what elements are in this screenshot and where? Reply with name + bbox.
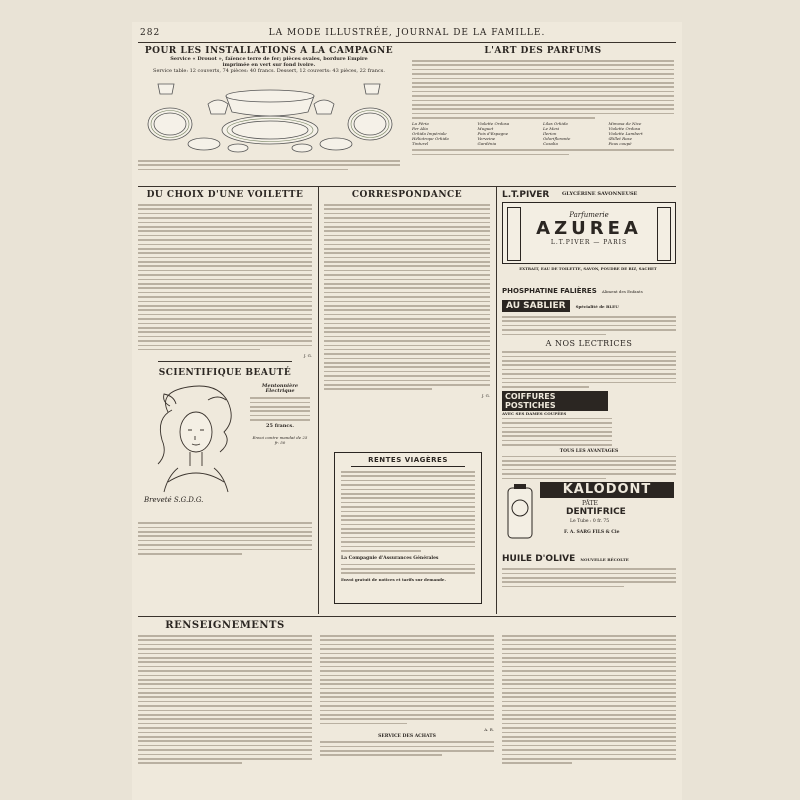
voilette-signature: J. G.: [303, 353, 312, 359]
kalodont-title: KALODONT: [540, 482, 674, 498]
piver-tagline: GLYCÉRINE SAVONNEUSE: [562, 191, 638, 197]
rentes-title: RENTES VIAGÈRES: [368, 456, 448, 464]
campagne-title: POUR LES INSTALLATIONS A LA CAMPAGNE: [144, 46, 394, 56]
huile-ad: [502, 546, 676, 565]
left-column: [138, 190, 312, 557]
middle-column: [324, 190, 490, 582]
achats-title: SERVICE DES ACHATS: [378, 734, 436, 740]
avantages-title: TOUS LES AVANTAGES: [559, 448, 619, 454]
beaute-send-note: Envoi contre mandat de 25 fr. 50: [252, 434, 308, 445]
woman-portrait-illustration: [138, 382, 248, 512]
sablier-ad: [502, 300, 676, 312]
renseignements-signature: A. R.: [484, 727, 494, 733]
beaute-brand: Mentonnière Électrique: [261, 383, 299, 395]
correspondance-title: CORRESPONDANCE: [351, 190, 463, 200]
coiffures-sub: AVEC SES DAMES COUPÉES: [502, 410, 567, 416]
phosphatine-tag: Aliment des Enfants: [601, 289, 643, 294]
azurea-name: AZUREA: [536, 218, 642, 239]
kalodont-ad: [502, 482, 676, 544]
magazine-page: [132, 22, 682, 800]
right-column: [502, 190, 676, 590]
kalodont-price: Le Tube : 0 fr. 75: [570, 519, 610, 525]
correspondance-signature: J. G.: [481, 392, 490, 398]
campagne-caption: Service table: 12 couverts, 74 pièces: 40 francs. Dessert, 12 couverts: 43 pièces, 22 francs.: [153, 68, 385, 74]
beaute-title: SCIENTIFIQUE BEAUTÉ: [158, 368, 292, 379]
kalodont-pate: PÂTE: [582, 500, 598, 508]
phosphatine-title: PHOSPHATINE FALIÈRES: [502, 287, 597, 295]
sablier-tag: Spécialité de BLEU: [575, 303, 619, 309]
kalodont-maker: F. A. SARG FILS & Cie: [564, 530, 620, 536]
campagne-section: [138, 46, 400, 173]
beaute-brevete: Breveté S.G.D.G.: [144, 496, 204, 505]
parfums-title: L'ART DES PARFUMS: [484, 46, 602, 56]
campagne-subtitle-2: imprimée en vert sur fond ivoire.: [222, 62, 316, 68]
renseignements-section: [138, 620, 676, 767]
beaute-ad: [138, 378, 312, 518]
voilette-title: DU CHOIX D'UNE VOILETTE: [146, 190, 304, 200]
kalodont-tube-icon: [502, 482, 538, 542]
lectrices-title: A NOS LECTRICES: [545, 339, 633, 349]
azurea-box: [502, 202, 676, 264]
rentes-note: Envoi gratuit de notices et tarifs sur demande.: [341, 577, 446, 582]
parfums-section: [412, 46, 674, 158]
page-number: 282: [140, 28, 161, 38]
tableware-illustration: [138, 74, 400, 154]
beaute-details: [250, 384, 310, 444]
parfumerie-label: Parfumerie: [569, 211, 609, 219]
journal-title: LA MODE ILLUSTRÉE, JOURNAL DE LA FAMILLE.: [268, 28, 546, 38]
perfume-list: La Féria Violette Ordosa Lilas Orkida Mimosa de Nice Fer Alia Muguet Le Mesi Violette Ordosa Orkida Impériale Pois d'Espagne Ilerion Violette Lambert Héliotrope Orkida Verveine Odoriflorante Œillet Rose Tinturel Gardénia Cosalia Fous coupé: [412, 121, 643, 147]
renseignements-title: RENSEIGNEMENTS: [165, 620, 285, 631]
coiffures-ad: [502, 391, 676, 446]
sablier-title: AU SABLIER: [502, 300, 570, 312]
beaute-price: 25 francs.: [266, 422, 294, 429]
rentes-viageres-ad: [334, 452, 482, 604]
rentes-footer: La Compagnie d'Assurances Générales: [341, 555, 439, 561]
kalodont-dentifrice: DENTIFRICE: [566, 507, 626, 518]
huile-title: HUILE D'OLIVE: [502, 554, 576, 565]
azurea-sub: L.T.PIVER — PARIS: [550, 239, 628, 246]
piver-brand: L.T.PIVER: [502, 190, 550, 200]
campagne-subtitle: Service « Drouot », faïence terre de fer; pièces ovales, bordure Empire: [170, 56, 368, 62]
piver-ad: [502, 190, 676, 276]
phosphatine-ad: [502, 278, 676, 297]
coiffures-title: COIFFURES POSTICHES: [502, 391, 608, 411]
piver-products: EXTRAIT, EAU DE TOILETTE, SAVON, POUDRE DE RIZ, SACHET: [519, 266, 657, 271]
huile-tag: NOUVELLE RÉCOLTE: [580, 557, 629, 563]
